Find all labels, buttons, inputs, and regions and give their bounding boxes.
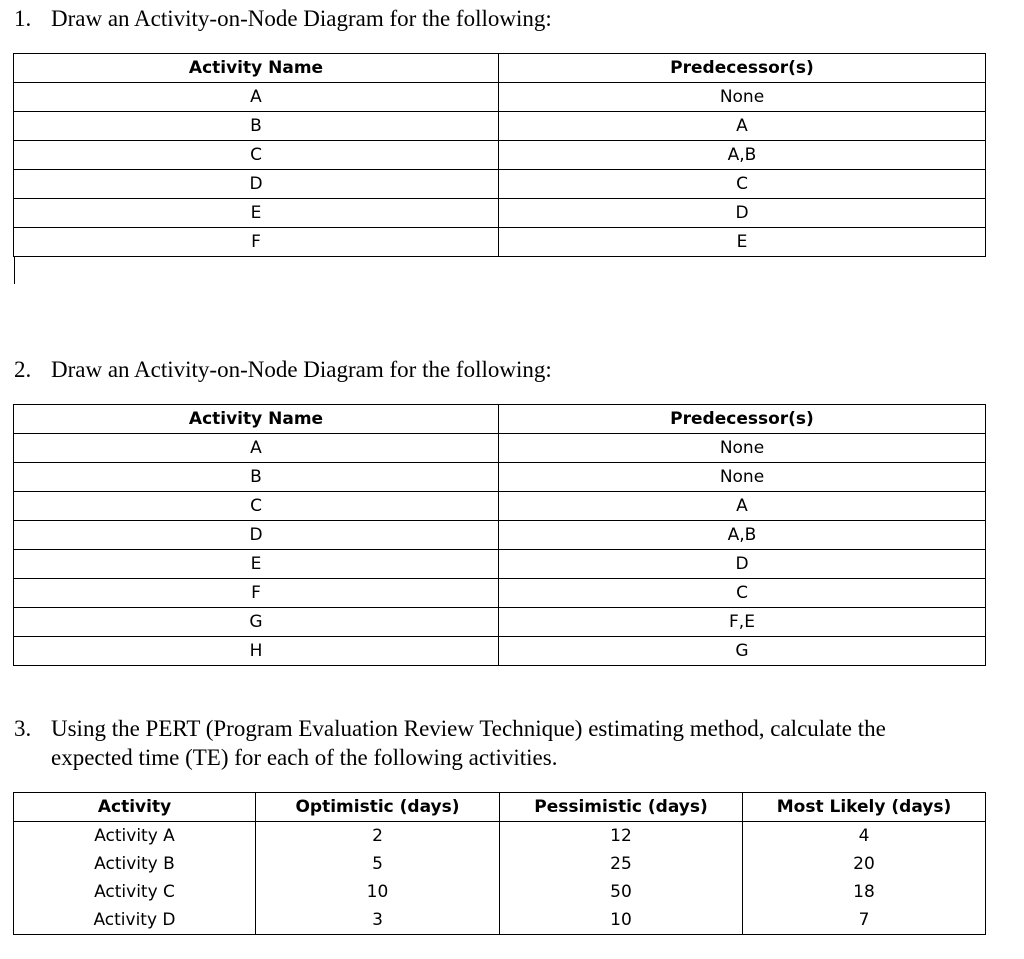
activity-cell: A [14, 434, 499, 463]
activity-cell: C [14, 141, 499, 170]
table-row [14, 608, 986, 637]
activity-cell: H [14, 637, 499, 666]
question-3-text-line-1: Using the PERT (Program Evaluation Review Technique) estimating method, calculate the [51, 716, 886, 741]
optimistic-cell: 3 [256, 906, 500, 935]
table-row [14, 850, 986, 878]
header-most-likely: Most Likely (days) [743, 793, 986, 822]
most-likely-cell: 18 [743, 878, 986, 906]
predecessor-cell: G [499, 637, 986, 666]
pessimistic-cell: 12 [500, 822, 743, 851]
table-header-row [14, 54, 986, 83]
predecessor-cell: None [499, 434, 986, 463]
predecessor-cell: None [499, 83, 986, 112]
table-row [14, 141, 986, 170]
table-row [14, 463, 986, 492]
predecessor-cell: A [499, 112, 986, 141]
activity-cell: Activity D [14, 906, 256, 935]
question-1-text: Draw an Activity-on-Node Diagram for the following: [51, 6, 552, 31]
header-activity-name: Activity Name [14, 54, 499, 83]
table-header-row [14, 405, 986, 434]
activity-cell: B [14, 463, 499, 492]
header-pessimistic: Pessimistic (days) [500, 793, 743, 822]
predecessor-cell: A,B [499, 521, 986, 550]
activity-cell: Activity B [14, 850, 256, 878]
activity-cell: E [14, 199, 499, 228]
activity-cell: C [14, 492, 499, 521]
question-3-text-line-2: expected time (TE) for each of the following activities. [51, 745, 558, 770]
question-3-number: 3. [14, 716, 32, 741]
pert-table [13, 792, 986, 935]
header-optimistic: Optimistic (days) [256, 793, 500, 822]
table-row [14, 579, 986, 608]
most-likely-cell: 20 [743, 850, 986, 878]
predecessor-cell: C [499, 579, 986, 608]
most-likely-cell: 4 [743, 822, 986, 851]
pessimistic-cell: 10 [500, 906, 743, 935]
text-cursor [14, 256, 15, 284]
predecessor-cell: F,E [499, 608, 986, 637]
predecessor-cell: None [499, 463, 986, 492]
question-2-number: 2. [14, 357, 32, 382]
activity-cell: B [14, 112, 499, 141]
activity-table-2 [13, 404, 986, 666]
predecessor-cell: C [499, 170, 986, 199]
table-row [14, 822, 986, 851]
activity-cell: F [14, 228, 499, 257]
predecessor-cell: D [499, 550, 986, 579]
table-header-row [14, 793, 986, 822]
predecessor-cell: A,B [499, 141, 986, 170]
header-predecessors: Predecessor(s) [499, 54, 986, 83]
table-row [14, 878, 986, 906]
activity-cell: Activity A [14, 822, 256, 851]
activity-cell: F [14, 579, 499, 608]
optimistic-cell: 5 [256, 850, 500, 878]
activity-cell: D [14, 170, 499, 199]
predecessor-cell: A [499, 492, 986, 521]
header-activity-name: Activity Name [14, 405, 499, 434]
optimistic-cell: 10 [256, 878, 500, 906]
table-row [14, 112, 986, 141]
pessimistic-cell: 50 [500, 878, 743, 906]
header-predecessors: Predecessor(s) [499, 405, 986, 434]
predecessor-cell: E [499, 228, 986, 257]
activity-cell: G [14, 608, 499, 637]
activity-cell: D [14, 521, 499, 550]
predecessor-cell: D [499, 199, 986, 228]
activity-cell: A [14, 83, 499, 112]
header-activity: Activity [14, 793, 256, 822]
table-row [14, 521, 986, 550]
optimistic-cell: 2 [256, 822, 500, 851]
table-row [14, 434, 986, 463]
table-row [14, 492, 986, 521]
activity-cell: E [14, 550, 499, 579]
activity-cell: Activity C [14, 878, 256, 906]
table-row [14, 228, 986, 257]
table-row [14, 550, 986, 579]
table-row [14, 199, 986, 228]
pessimistic-cell: 25 [500, 850, 743, 878]
question-2-text: Draw an Activity-on-Node Diagram for the following: [51, 357, 552, 382]
table-row [14, 83, 986, 112]
question-1-number: 1. [14, 6, 32, 31]
table-row [14, 906, 986, 935]
table-row [14, 170, 986, 199]
activity-table-1 [13, 53, 986, 257]
table-row [14, 637, 986, 666]
most-likely-cell: 7 [743, 906, 986, 935]
